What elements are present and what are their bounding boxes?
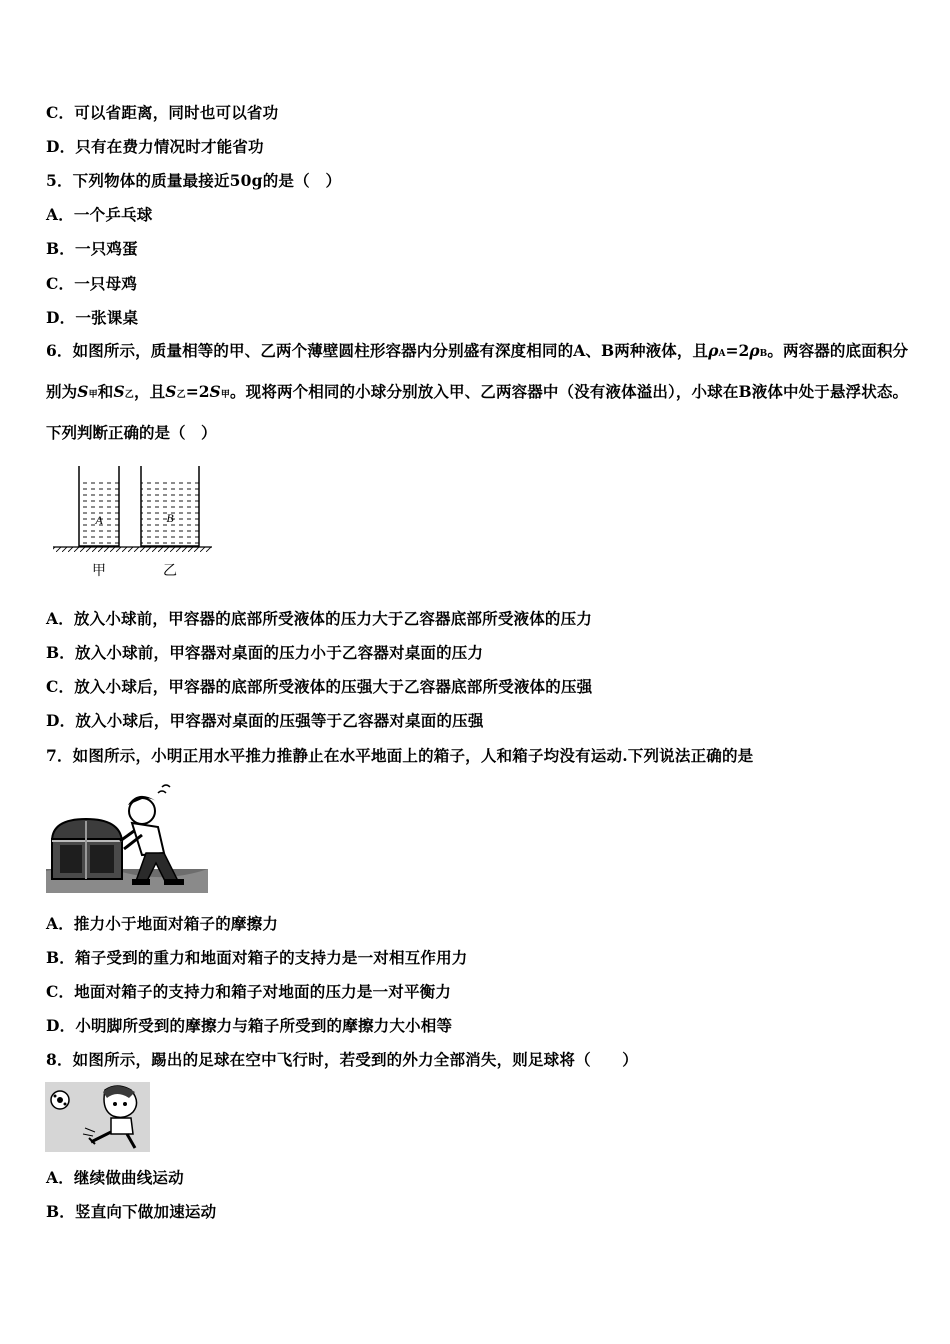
subscript-a: A bbox=[718, 349, 726, 359]
s-symbol: S bbox=[165, 382, 177, 401]
q6-option-b: B．放入小球前，甲容器对桌面的压力小于乙容器对桌面的压力 bbox=[46, 643, 484, 662]
q5-option-d: D．一张课桌 bbox=[46, 308, 139, 327]
caption-jia: 甲 bbox=[92, 563, 106, 579]
q6-option-d: D．放入小球后，甲容器对桌面的压强等于乙容器对桌面的压强 bbox=[46, 711, 484, 730]
q6-stem bbox=[46, 332, 908, 451]
q8-option-b: B．竖直向下做加速运动 bbox=[46, 1202, 217, 1221]
q7-option-c: C．地面对箱子的支持力和箱子对地面的压力是一对平衡力 bbox=[46, 982, 452, 1001]
container-jia bbox=[79, 466, 119, 547]
q7-option-a: A．推力小于地面对箱子的摩擦力 bbox=[46, 914, 279, 933]
q6-stem-part2: 。两容器的底面积分别为 bbox=[46, 341, 908, 401]
q4-option-d: D．只有在费力情况时才能省功 bbox=[46, 137, 264, 156]
q6-option-c: C．放入小球后，甲容器的底部所受液体的压强大于乙容器底部所受液体的压强 bbox=[46, 677, 593, 696]
football bbox=[51, 1091, 69, 1109]
q8-option-a: A．继续做曲线运动 bbox=[46, 1168, 184, 1187]
treasure-chest bbox=[52, 819, 122, 879]
q6-stem-part1: 6．如图所示，质量相等的甲、乙两个薄壁圆柱形容器内分别盛有深度相同的A、B两种液体，且 bbox=[46, 341, 709, 360]
table-hatching bbox=[53, 547, 212, 552]
s-symbol: S bbox=[77, 382, 89, 401]
q5-stem: 5．下列物体的质量最接近50g的是（ ） bbox=[46, 171, 342, 190]
equals-two: =2 bbox=[185, 382, 210, 401]
subscript-yi: 乙 bbox=[176, 390, 186, 400]
s-symbol: S bbox=[113, 382, 125, 401]
q5-option-c: C．一只母鸡 bbox=[46, 274, 138, 293]
subscript-yi: 乙 bbox=[124, 390, 134, 400]
q5-option-a: A．一个乒乓球 bbox=[46, 205, 153, 224]
equals-two: =2 bbox=[725, 341, 750, 360]
kicked-football-illustration bbox=[45, 1082, 150, 1152]
q4-option-c: C．可以省距离，同时也可以省功 bbox=[46, 103, 279, 122]
q8-stem: 8．如图所示，踢出的足球在空中飞行时，若受到的外力全部消失，则足球将（ ） bbox=[46, 1050, 638, 1069]
and-word: 和 bbox=[97, 382, 114, 401]
s-symbol: S bbox=[209, 382, 221, 401]
q7-stem: 7．如图所示，小明正用水平推力推静止在水平地面上的箱子，人和箱子均没有运动.下列说法正确的是 bbox=[46, 746, 754, 765]
q6-stem-part4: 。现将两个相同的小球分别放入甲、乙两容器中（没有液体溢出），小球在B液体中处于悬浮状态。下列判断正确的是（ ） bbox=[46, 382, 908, 442]
container-yi bbox=[141, 466, 199, 547]
q7-option-b: B．箱子受到的重力和地面对箱子的支持力是一对相互作用力 bbox=[46, 948, 468, 967]
boy-pushing-box-illustration bbox=[46, 783, 208, 893]
subscript-jia: 甲 bbox=[88, 390, 98, 400]
q6-option-a: A．放入小球前，甲容器的底部所受液体的压力大于乙容器底部所受液体的压力 bbox=[46, 609, 593, 628]
containers-figure bbox=[50, 462, 215, 582]
subscript-b: B bbox=[759, 349, 768, 359]
subscript-jia: 甲 bbox=[220, 390, 231, 400]
liquid-label-b: B bbox=[166, 511, 174, 525]
q7-option-d: D．小明脚所受到的摩擦力与箱子所受到的摩擦力大小相等 bbox=[46, 1016, 453, 1035]
caption-yi: 乙 bbox=[163, 563, 177, 579]
rho-symbol: ρ bbox=[708, 341, 719, 360]
rho-symbol: ρ bbox=[749, 341, 760, 360]
q5-option-b: B．一只鸡蛋 bbox=[46, 239, 138, 258]
liquid-label-a: A bbox=[95, 513, 103, 527]
q6-stem-part3: ，且 bbox=[133, 382, 166, 401]
